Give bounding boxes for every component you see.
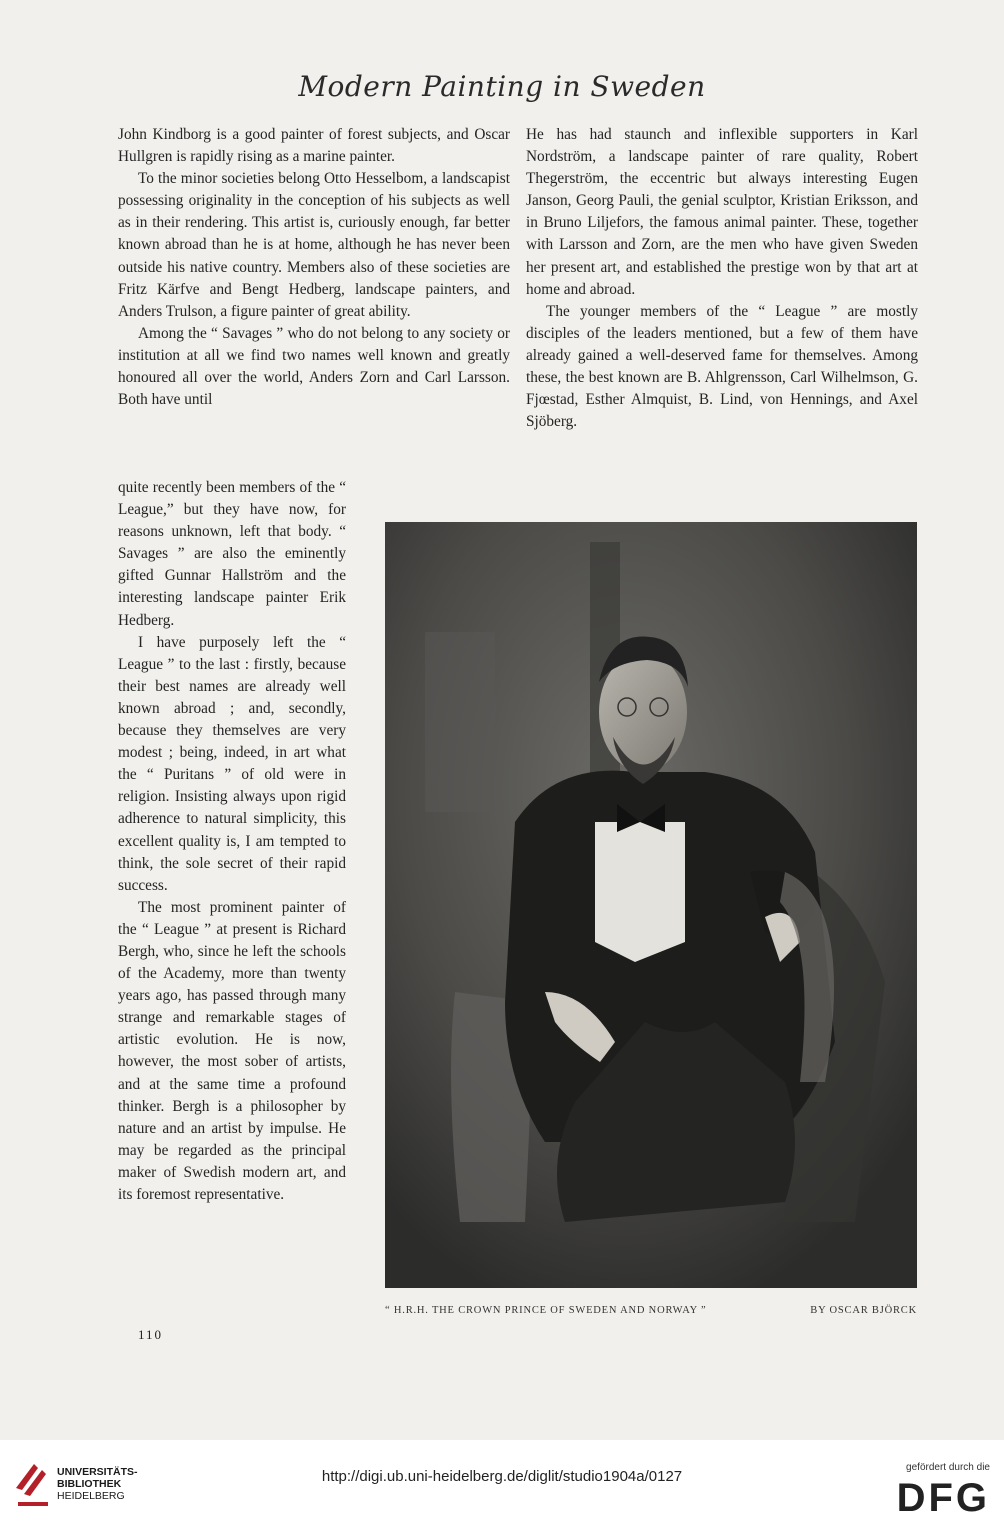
paragraph: I have purposely left the “ League ” to the last : firstly, because their best names are already well known abroad ; and, secondly, because they themselves are very modest ; being, indeed, in art what the “ Puritans ” of old were in religion. Insisting always upon rigid adherence to natural simplicity, this excellent quality is, I am tempted to think, the sole secret of their rapid success. bbox=[118, 633, 346, 894]
library-line: HEIDELBERG bbox=[57, 1490, 125, 1502]
portrait-painting bbox=[385, 522, 917, 1288]
page-title: Modern Painting in Sweden bbox=[298, 70, 706, 103]
sponsor-text: gefördert durch die bbox=[906, 1462, 990, 1473]
left-column-top bbox=[118, 124, 510, 411]
permalink-url[interactable]: http://digi.ub.uni-heidelberg.de/diglit/studio1904a/0127 bbox=[321, 1468, 683, 1485]
caption-title: “ H.R.H. THE CROWN PRINCE OF SWEDEN AND NORWAY ” bbox=[385, 1305, 707, 1316]
portrait-illustration bbox=[385, 522, 917, 1288]
paragraph: John Kindborg is a good painter of forest subjects, and Oscar Hullgren is rapidly rising as a marine painter. bbox=[118, 126, 510, 166]
right-column-top bbox=[526, 124, 918, 433]
paragraph: quite recently been members of the “ League,” but they have now, for reasons unknown, left that body. “ Savages ” are also the eminently gifted Gunnar Hallström and the interesting landscape painter Erik Hedberg. bbox=[118, 479, 346, 629]
paragraph: He has had staunch and inflexible supporters in Karl Nordström, a landscape painter of rare quality, Robert Thegerström, the eccentric but always interesting Eugen Janson, Georg Pauli, the genial sculptor, Kristian Eriksson, and in Bruno Liljefors, the famous animal painter. These, together with Larsson and Zorn, are the men who have given Sweden her present art, and established the prestige won by that art at home and abroad. bbox=[526, 126, 918, 298]
caption-credit: BY OSCAR BJÖRCK bbox=[810, 1305, 917, 1316]
library-line: BIBLIOTHEK bbox=[57, 1478, 122, 1490]
dfg-logo[interactable]: DFG bbox=[896, 1476, 990, 1520]
paragraph: The most prominent painter of the “ League ” at present is Richard Bergh, who, since he left the schools of the Academy, more than twenty years ago, has passed through many strange and remarkable stages of artistic evolution. He is now, however, the most sober of artists, and at the same time a profound thinker. Bergh is a philosopher by nature and an artist by impulse. He may be regarded as the principal maker of Swedish modern art, and its foremost representative. bbox=[118, 898, 346, 1203]
paragraph: The younger members of the “ League ” are mostly disciples of the leaders mentioned, but a few of them have already gained a well-deserved fame for themselves. Among these, the best known are B. Ahlgrensson, Carl Wilhelmson, G. Fjœstad, Esther Almquist, B. Lind, von Hennings, and Axel Sjöberg. bbox=[526, 302, 918, 431]
left-column-narrow bbox=[118, 477, 346, 1206]
viewer-footer bbox=[0, 1440, 1004, 1527]
library-line: UNIVERSITÄTS- bbox=[57, 1466, 138, 1478]
paragraph: Among the “ Savages ” who do not belong to any society or institution at all we find two names well known and greatly honoured all over the world, Anders Zorn and Carl Larsson. Both have until bbox=[118, 324, 510, 409]
page-number: 110 bbox=[138, 1327, 164, 1342]
paragraph: To the minor societies belong Otto Hesselbom, a landscapist possessing originality in the conception of his subjects as well as in their rendering. This artist is, curiously enough, far better known abroad than he is at home, although he has never been outside his native country. Members also of these societies are Fritz Kärfve and Bengt Hedberg, landscape painters, and Anders Trulson, a figure painter of great ability. bbox=[118, 170, 510, 320]
